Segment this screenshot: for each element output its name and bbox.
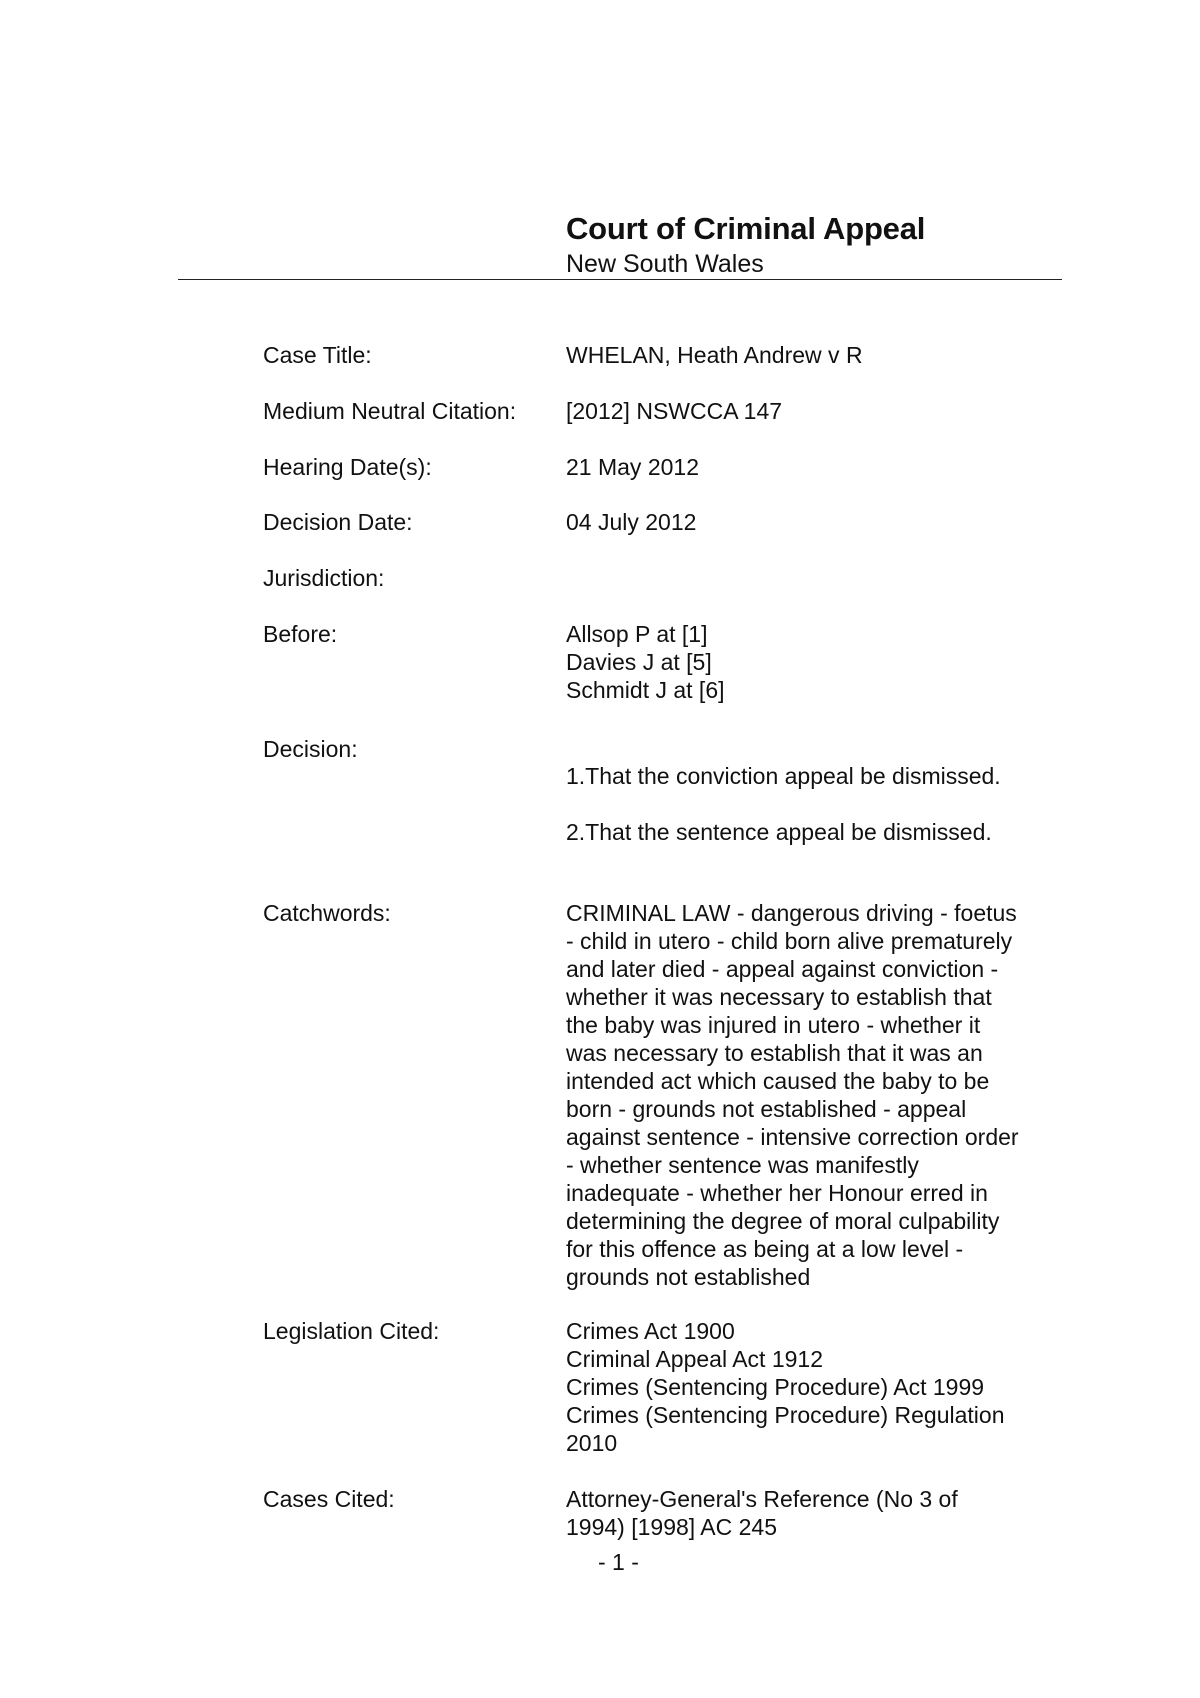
citation-value: [2012] NSWCCA 147: [566, 398, 783, 424]
header-divider: [178, 279, 1062, 280]
catchwords-line: was necessary to establish that it was an: [566, 1040, 983, 1066]
legislation-value: [566, 1317, 1066, 1457]
case-title-value: WHELAN, Heath Andrew v R: [566, 342, 863, 368]
court-state: New South Wales: [566, 250, 764, 278]
decision-date-label: Decision Date:: [263, 509, 413, 535]
decision-date-value: 04 July 2012: [566, 509, 697, 535]
before-value: [566, 620, 1066, 704]
court-header: [566, 210, 925, 280]
decision-item: 1.That the conviction appeal be dismissed.: [566, 763, 1001, 789]
legislation-line: 2010: [566, 1430, 618, 1456]
hearing-date-label: Hearing Date(s):: [263, 454, 432, 480]
catchwords-line: born - grounds not established - appeal: [566, 1096, 967, 1122]
legislation-label: Legislation Cited:: [263, 1318, 440, 1344]
page-number: - 1 -: [598, 1549, 639, 1575]
catchwords-line: grounds not established: [566, 1264, 811, 1290]
catchwords-line: determining the degree of moral culpability: [566, 1208, 1000, 1234]
decision-item: 2.That the sentence appeal be dismissed.: [566, 819, 992, 845]
catchwords-label: Catchwords:: [263, 900, 391, 926]
catchwords-line: - whether sentence was manifestly: [566, 1152, 919, 1178]
case-line: 1994) [1998] AC 245: [566, 1514, 777, 1540]
judge-line: Schmidt J at [6]: [566, 677, 725, 703]
jurisdiction-label: Jurisdiction:: [263, 565, 385, 591]
catchwords-line: whether it was necessary to establish that: [566, 984, 992, 1010]
case-title-label: Case Title:: [263, 342, 372, 368]
legislation-line: Criminal Appeal Act 1912: [566, 1346, 823, 1372]
decision-label: Decision:: [263, 736, 358, 762]
case-line: Attorney-General's Reference (No 3 of: [566, 1486, 958, 1512]
judge-line: Davies J at [5]: [566, 649, 712, 675]
legislation-line: Crimes (Sentencing Procedure) Regulation: [566, 1402, 1005, 1428]
before-label: Before:: [263, 621, 338, 647]
catchwords-line: against sentence - intensive correction order: [566, 1124, 1019, 1150]
catchwords-line: intended act which caused the baby to be: [566, 1068, 990, 1094]
cases-value: [566, 1485, 1066, 1541]
legislation-line: Crimes Act 1900: [566, 1318, 735, 1344]
catchwords-value: [566, 899, 1066, 1291]
catchwords-line: for this offence as being at a low level -: [566, 1236, 964, 1262]
legislation-line: Crimes (Sentencing Procedure) Act 1999: [566, 1374, 985, 1400]
hearing-date-value: 21 May 2012: [566, 454, 699, 480]
judge-line: Allsop P at [1]: [566, 621, 708, 647]
catchwords-line: - child in utero - child born alive prematurely: [566, 928, 1013, 954]
catchwords-line: CRIMINAL LAW - dangerous driving - foetus: [566, 900, 1017, 926]
catchwords-line: inadequate - whether her Honour erred in: [566, 1180, 988, 1206]
catchwords-line: the baby was injured in utero - whether it: [566, 1012, 981, 1038]
decision-value: [566, 762, 1066, 846]
cases-label: Cases Cited:: [263, 1486, 395, 1512]
court-title: Court of Criminal Appeal: [566, 211, 926, 246]
catchwords-line: and later died - appeal against conviction -: [566, 956, 999, 982]
citation-label: Medium Neutral Citation:: [263, 398, 517, 424]
